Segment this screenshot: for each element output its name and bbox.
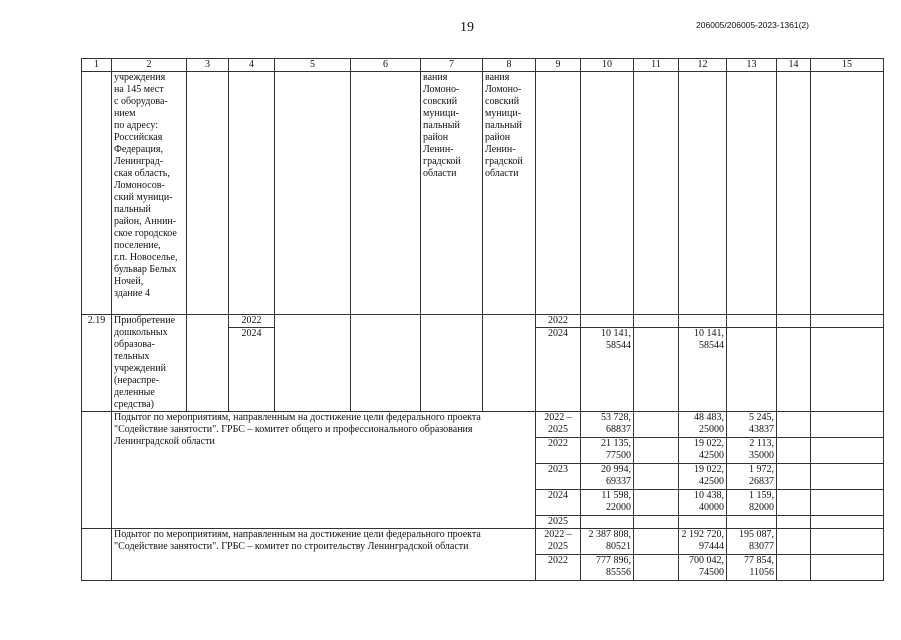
table-cell (777, 315, 811, 328)
table-cell (727, 315, 777, 328)
table-cell (777, 555, 811, 581)
subtotal-title: Подытог по мероприятиям, направленным на достижение цели федерального проекта "Содействие занятости". ГРБС – комитет по строительству Ленинградской области (112, 529, 536, 581)
table-cell (811, 315, 884, 328)
column-number: 14 (777, 59, 811, 72)
item-number: 2.19 (82, 315, 112, 412)
table-cell (581, 315, 634, 328)
table-cell (811, 412, 884, 438)
amount-total: 53 728, 68837 (581, 412, 634, 438)
table-cell (811, 438, 884, 464)
table-cell (421, 315, 483, 412)
table-cell (777, 464, 811, 490)
table-cell (634, 516, 679, 529)
table-cell (581, 72, 634, 315)
column-number: 7 (421, 59, 483, 72)
budget-table (81, 58, 884, 581)
table-cell (187, 72, 229, 315)
executor-continued: вания Ломоно- совский муници- пальный район Ленин- градской области (483, 72, 536, 315)
table-row (82, 529, 884, 555)
table-cell (679, 315, 727, 328)
table-cell (777, 490, 811, 516)
column-number: 4 (229, 59, 275, 72)
table-cell (777, 328, 811, 412)
year-end: 2024 (229, 328, 275, 412)
year-cell: 2022 (536, 315, 581, 328)
amount-regional: 19 022, 42500 (679, 438, 727, 464)
column-number: 15 (811, 59, 884, 72)
column-number: 10 (581, 59, 634, 72)
table-cell (777, 72, 811, 315)
table-cell (777, 412, 811, 438)
table-cell (275, 315, 351, 412)
amount-regional: 10 141, 58544 (679, 328, 727, 412)
column-number: 11 (634, 59, 679, 72)
year-cell: 2023 (536, 464, 581, 490)
amount-local: 1 159, 82000 (727, 490, 777, 516)
executor-continued: вания Ломоно- совский муници- пальный район Ленин- градской области (421, 72, 483, 315)
column-number: 5 (275, 59, 351, 72)
table-cell (634, 328, 679, 412)
column-number: 2 (112, 59, 187, 72)
amount-regional: 700 042, 74500 (679, 555, 727, 581)
table-row (82, 72, 884, 315)
amount-total: 21 135, 77500 (581, 438, 634, 464)
table-cell (777, 516, 811, 529)
year-cell: 2025 (536, 516, 581, 529)
amount-regional: 48 483, 25000 (679, 412, 727, 438)
table-cell (275, 72, 351, 315)
year-cell: 2022 (536, 555, 581, 581)
table-cell (82, 412, 112, 529)
page-number: 19 (460, 20, 474, 35)
year-cell: 2024 (536, 328, 581, 412)
table-cell (634, 315, 679, 328)
table-cell (351, 315, 421, 412)
year-cell: 2022 – 2025 (536, 529, 581, 555)
column-number: 13 (727, 59, 777, 72)
table-cell (82, 72, 112, 315)
amount-local (727, 516, 777, 529)
table-cell (811, 516, 884, 529)
table-cell (351, 72, 421, 315)
document-id: 206005/206005-2023-1361(2) (696, 20, 809, 30)
table-cell (634, 438, 679, 464)
column-number: 6 (351, 59, 421, 72)
table-cell (811, 490, 884, 516)
table-cell (634, 464, 679, 490)
amount-total: 20 994, 69337 (581, 464, 634, 490)
year-cell: 2024 (536, 490, 581, 516)
table-cell (811, 529, 884, 555)
amount-regional: 2 192 720, 97444 (679, 529, 727, 555)
table-cell (634, 555, 679, 581)
table-cell (727, 72, 777, 315)
column-number: 9 (536, 59, 581, 72)
amount-local: 77 854, 11056 (727, 555, 777, 581)
table-cell (811, 464, 884, 490)
year-cell: 2022 – 2025 (536, 412, 581, 438)
column-number: 8 (483, 59, 536, 72)
amount-total (581, 516, 634, 529)
table-cell (727, 328, 777, 412)
amount-regional (679, 516, 727, 529)
year-start: 2022 (229, 315, 275, 328)
amount-total: 10 141, 58544 (581, 328, 634, 412)
table-cell (777, 529, 811, 555)
table-cell (634, 529, 679, 555)
table-cell (634, 412, 679, 438)
amount-regional: 19 022, 42500 (679, 464, 727, 490)
table-cell (536, 72, 581, 315)
column-number-row (82, 59, 884, 72)
item-name: Приобретение дошкольных образова- тельных учреждений (нераспре- деленные средства) (112, 315, 187, 412)
amount-local: 2 113, 35000 (727, 438, 777, 464)
table-cell (483, 315, 536, 412)
table-row (82, 315, 884, 328)
column-number: 1 (82, 59, 112, 72)
table-cell (634, 72, 679, 315)
table-cell (634, 490, 679, 516)
table-row (82, 412, 884, 438)
amount-total: 11 598, 22000 (581, 490, 634, 516)
table-cell (229, 72, 275, 315)
table-cell (679, 72, 727, 315)
table-cell (811, 555, 884, 581)
item-name-continued: учреждения на 145 мест с оборудова- нием по адресу: Российская Федерация, Ленинград- ская область, Ломоносов- ский муници- пальный район, Аннин- ское городское поселение, г.п. Новоселье, бульвар Белых Ночей, здание 4 (112, 72, 187, 315)
table-cell (811, 72, 884, 315)
amount-total: 2 387 808, 80521 (581, 529, 634, 555)
amount-local: 1 972, 26837 (727, 464, 777, 490)
column-number: 12 (679, 59, 727, 72)
table-cell (811, 328, 884, 412)
column-number: 3 (187, 59, 229, 72)
amount-local: 5 245, 43837 (727, 412, 777, 438)
year-cell: 2022 (536, 438, 581, 464)
amount-total: 777 896, 85556 (581, 555, 634, 581)
table-cell (777, 438, 811, 464)
subtotal-title: Подытог по мероприятиям, направленным на достижение цели федерального проекта "Содействие занятости". ГРБС – комитет общего и профессионального образования Ленинградской области (112, 412, 536, 529)
table-cell (82, 529, 112, 581)
amount-local: 195 087, 83077 (727, 529, 777, 555)
table-cell (187, 315, 229, 412)
amount-regional: 10 438, 40000 (679, 490, 727, 516)
